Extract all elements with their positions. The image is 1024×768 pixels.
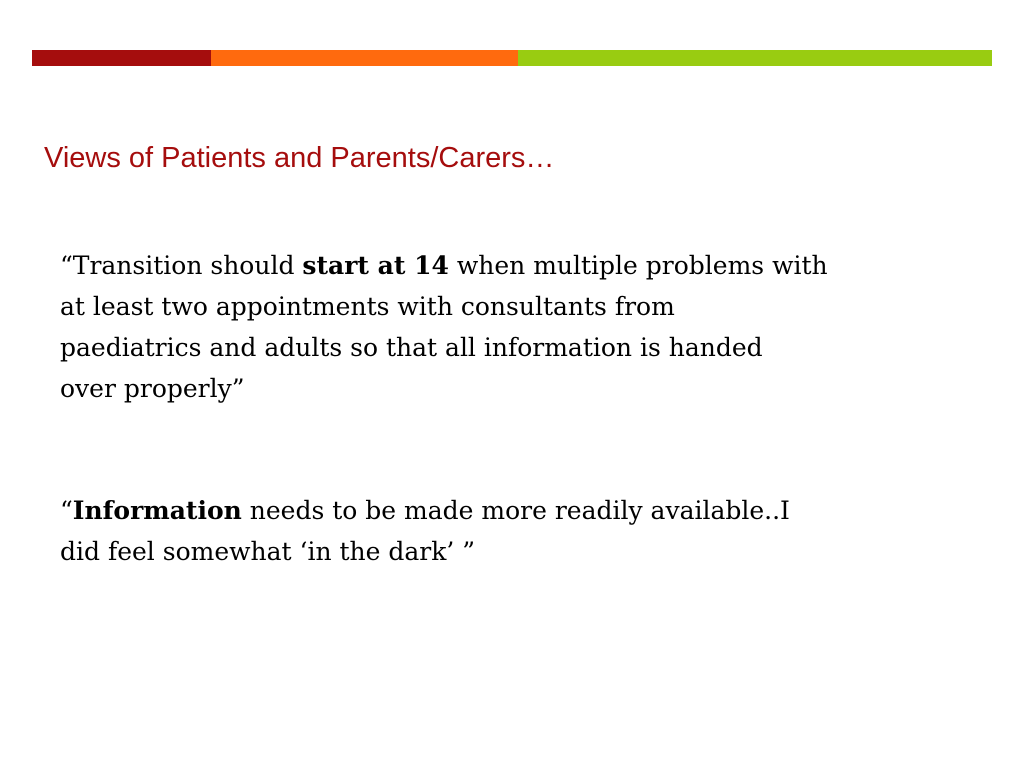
quotes-body	[60, 245, 960, 572]
quote-line: over properly”	[60, 374, 245, 403]
quote-line	[60, 490, 960, 531]
quote-emphasis: start at 14	[302, 251, 449, 280]
quote-line: at least two appointments with consultants from	[60, 292, 675, 321]
header-color-bar	[32, 50, 992, 66]
quote-line: paediatrics and adults so that all information is handed	[60, 333, 763, 362]
quote-information	[60, 490, 960, 572]
slide-title: Views of Patients and Parents/Carers…	[44, 142, 555, 174]
color-bar-segment-green	[518, 50, 992, 66]
color-bar-segment-orange	[211, 50, 518, 66]
color-bar-segment-red	[32, 50, 211, 66]
quote-line	[60, 245, 960, 286]
quote-line: did feel somewhat ‘in the dark’ ”	[60, 537, 476, 566]
quote-emphasis: Information	[72, 496, 242, 525]
quote-text: needs to be made more readily available..I	[241, 496, 790, 525]
quote-text: when multiple problems with	[448, 251, 828, 280]
quote-text: “	[60, 496, 73, 525]
quote-text: “Transition should	[60, 251, 303, 280]
quote-transition	[60, 245, 960, 409]
